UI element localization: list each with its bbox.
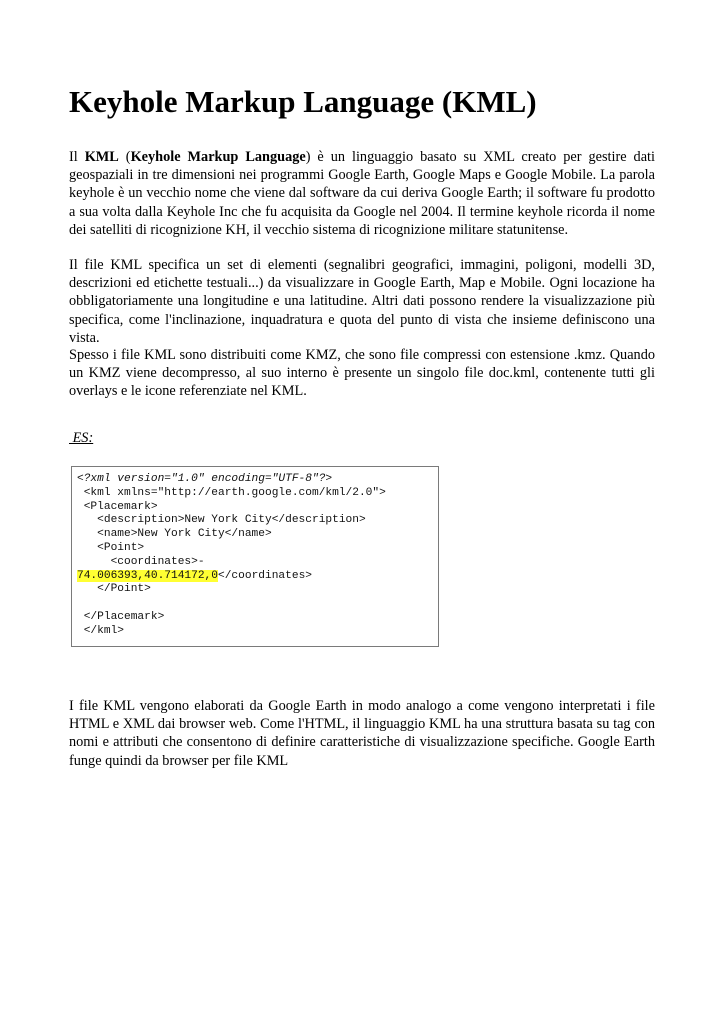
code-example-box xyxy=(71,466,439,647)
kml-abbr: KML xyxy=(84,149,119,165)
intro-text-rest: ) è un linguaggio basato su XML creato per gestire dati geospaziali in tre dimensioni nei programmi Google Earth, Google Maps e Google Mobile. La parola keyhole è un vecchio nome che viene dal software da cui deriva Google Earth; il software fu prodotto a sua volta dalla Keyhole Inc che fu acquisita da Google nel 2004. Il termine keyhole ricorda il nome dei satelliti di ricognizione KH, il vecchio sistema di ricognizione militare statunitense. xyxy=(69,149,655,238)
code-line-kml-open: <kml xmlns="http://earth.google.com/kml/2.0"> xyxy=(77,486,386,499)
code-line-coordinates-open: <coordinates>- xyxy=(77,555,205,568)
code-line-placemark-close: </Placemark> xyxy=(77,610,165,623)
paragraph-intro xyxy=(69,148,655,239)
intro-text-start: Il xyxy=(69,149,85,165)
page-title: Keyhole Markup Language (KML) xyxy=(69,84,537,119)
example-label: ES: xyxy=(69,430,94,446)
code-line-description: <description>New York City</description> xyxy=(77,514,366,527)
code-line-xml-declaration: <?xml version="1.0" encoding="UTF-8"?> xyxy=(77,473,333,485)
code-coordinates-value: 74.006393,40.714172,0 xyxy=(77,569,218,582)
code-line-point-close: </Point> xyxy=(77,583,151,596)
intro-paren-open: ( xyxy=(118,149,131,165)
paragraph-elements: Il file KML specifica un set di elementi (segnalibri geografici, immagini, poligoni, modelli 3D, descrizioni ed etichette testuali...) da visualizzare in Google Earth, Map e Mobile. Ogni locazione ha obbligatoriamente una longitudine e una latitudine. Altri dati possono rendere la visualizzazione più specifica, come l'inclinazione, inquadratura e quota del punto di vista che insieme definiscono una vista. xyxy=(69,257,655,346)
kml-full-name: Keyhole Markup Language xyxy=(130,149,306,165)
code-line-name: <name>New York City</name> xyxy=(77,528,272,541)
code-line-coordinates-close: </coordinates> xyxy=(218,569,312,582)
code-line-point-open: <Point> xyxy=(77,541,145,554)
paragraph-browser: I file KML vengono elaborati da Google Earth in modo analogo a come vengono interpretati i file HTML e XML dai browser web. Come l'HTML, il linguaggio KML ha una struttura basata su tag con nomi e attributi che consentono di definire caratteristiche di visualizzazione specifiche. Google Earth funge quindi da browser per file KML xyxy=(69,698,655,769)
code-line-placemark-open: <Placemark> xyxy=(77,500,158,513)
paragraph-kmz: Spesso i file KML sono distribuiti come KMZ, che sono file compressi con estensione .kmz. Quando un KMZ viene decompresso, al suo interno è presente un singolo file doc.kml, contenente tutti gli overlays e le icone referenziate nel KML. xyxy=(69,347,655,400)
code-line-kml-close: </kml> xyxy=(77,624,124,637)
code-block xyxy=(77,473,386,639)
